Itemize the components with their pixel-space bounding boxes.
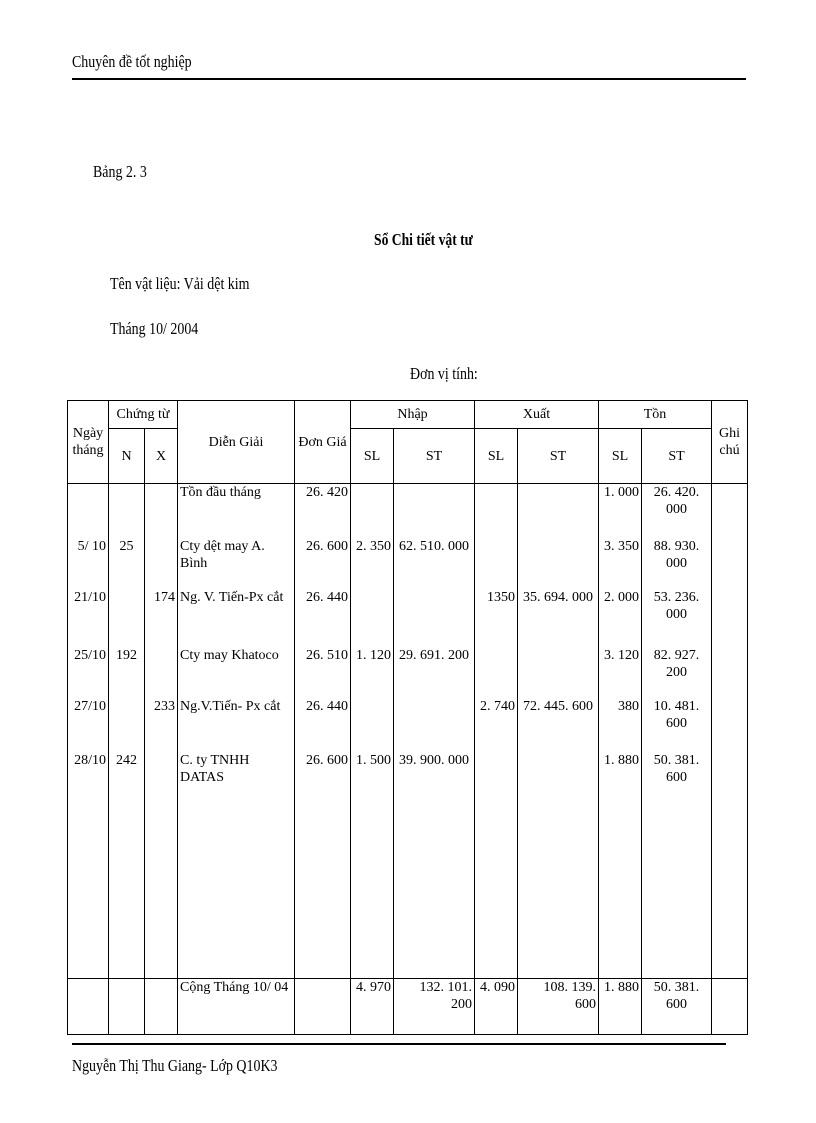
- total-export-st: 108. 139. 600: [518, 979, 599, 1035]
- ledger-value: [147, 484, 175, 538]
- header-rule: [72, 78, 746, 80]
- cell-date: [68, 484, 109, 979]
- document-title: Sổ Chi tiết vật tư: [374, 230, 473, 249]
- ledger-value: 1. 500: [356, 753, 391, 768]
- total-import-sl: 4. 970: [351, 979, 394, 1035]
- total-desc: Cộng Tháng 10/ 04: [178, 979, 295, 1035]
- ledger-value: 1. 000: [604, 485, 640, 500]
- ledger-value: 192: [116, 648, 137, 663]
- col-header-note: Ghi chú: [712, 401, 748, 484]
- cell-import-sl: [351, 484, 394, 979]
- unit-label: Đơn vị tính:: [410, 364, 478, 383]
- total-import-st: 132. 101. 200: [394, 979, 475, 1035]
- ledger-value: [520, 752, 596, 810]
- ledger-value: C. ty TNHH DATAS: [180, 753, 250, 785]
- cell-stack: [644, 484, 709, 810]
- cell-stock-st: [642, 484, 712, 979]
- ledger-value: [477, 647, 515, 698]
- ledger-value: 26. 600: [306, 753, 348, 768]
- total-stock-st: 50. 381. 600: [642, 979, 712, 1035]
- ledger-value: [477, 538, 515, 589]
- ledger-value: 25/10: [74, 648, 106, 663]
- ledger-table: [67, 400, 748, 1035]
- ledger-value: [70, 484, 106, 538]
- ledger-value: 39. 900. 000: [399, 753, 469, 768]
- ledger-value: [353, 698, 391, 752]
- ledger-value: 2. 000: [604, 590, 640, 605]
- ledger-value: [353, 484, 391, 538]
- ledger-value: 29. 691. 200: [399, 648, 469, 663]
- ledger-value: 174: [154, 590, 175, 605]
- col-header-stock-st: ST: [642, 429, 712, 484]
- header-row-2: [68, 429, 748, 484]
- ledger-value: [147, 538, 175, 589]
- cell-n: [109, 484, 145, 979]
- ledger-value: [147, 647, 175, 698]
- ledger-value: Ng.V.Tiến- Px cắt: [180, 699, 281, 714]
- col-header-x: X: [145, 429, 178, 484]
- ledger-value: 1. 880: [604, 753, 640, 768]
- ledger-value: 26. 420. 000: [653, 485, 700, 517]
- ledger-value: 26. 420: [306, 485, 348, 500]
- col-header-stock-sl: SL: [599, 429, 642, 484]
- cell-stack: [297, 484, 348, 810]
- table-number: Bảng 2. 3: [93, 162, 147, 181]
- ledger-value: 88. 930. 000: [653, 539, 700, 571]
- ledger-value: 35. 694. 000: [523, 590, 594, 605]
- ledger-value: 3. 350: [604, 539, 640, 554]
- col-header-import: Nhập: [351, 401, 475, 429]
- ledger-value: 82. 927. 200: [653, 648, 700, 680]
- cell-stack: [601, 484, 639, 810]
- ledger-value: 26. 440: [306, 590, 348, 605]
- cell-export-sl: [475, 484, 518, 979]
- cell-stack: [147, 484, 175, 810]
- cell-stack: [396, 484, 472, 810]
- ledger-value: 10. 481. 600: [653, 699, 700, 731]
- col-header-voucher: Chứng từ: [109, 401, 178, 429]
- ledger-value: Ng. V. Tiến-Px cắt: [180, 590, 284, 605]
- total-export-sl: 4. 090: [475, 979, 518, 1035]
- ledger-value: [520, 538, 596, 589]
- ledger-value: 5/ 10: [77, 539, 106, 554]
- cell-stack: [70, 484, 106, 810]
- col-header-stock: Tồn: [599, 401, 712, 429]
- ledger-value: [111, 589, 142, 647]
- ledger-value: 25: [119, 539, 134, 554]
- ledger-value: 380: [618, 699, 640, 714]
- ledger-value: 233: [154, 699, 175, 714]
- ledger-value: Cty may Khatoco: [180, 648, 279, 663]
- total-row: [68, 979, 748, 1035]
- col-header-export-sl: SL: [475, 429, 518, 484]
- cell-note: [712, 484, 748, 979]
- ledger-value: [477, 752, 515, 810]
- ledger-value: [111, 484, 142, 538]
- col-header-n: N: [109, 429, 145, 484]
- ledger-value: 3. 120: [604, 648, 640, 663]
- ledger-value: [520, 647, 596, 698]
- ledger-value: 1350: [487, 590, 516, 605]
- month-label: Tháng 10/ 2004: [110, 319, 199, 338]
- total-stock-sl: 1. 880: [599, 979, 642, 1035]
- ledger-value: 1. 120: [356, 648, 391, 663]
- ledger-value: [396, 484, 472, 538]
- ledger-value: 21/10: [74, 590, 106, 605]
- header-row-1: [68, 401, 748, 429]
- cell-desc: [178, 484, 295, 979]
- cell-stack: [353, 484, 391, 810]
- cell-export-st: [518, 484, 599, 979]
- cell-stock-sl: [599, 484, 642, 979]
- header-title: Chuyên đề tốt nghiệp: [72, 52, 192, 71]
- ledger-value: 26. 510: [306, 648, 348, 663]
- col-header-import-st: ST: [394, 429, 475, 484]
- ledger-value: [353, 589, 391, 647]
- ledger-value: 26. 600: [306, 539, 348, 554]
- ledger-value: 27/10: [74, 699, 106, 714]
- cell-import-st: [394, 484, 475, 979]
- ledger-value: [147, 752, 175, 810]
- ledger-value: 242: [116, 753, 137, 768]
- ledger-value: 62. 510. 000: [399, 539, 469, 554]
- col-header-export-st: ST: [518, 429, 599, 484]
- col-header-desc: Diễn Giải: [178, 401, 295, 484]
- cell-stack: [180, 484, 292, 810]
- cell-stack: [520, 484, 596, 810]
- ledger-value: 2. 350: [356, 539, 391, 554]
- ledger-value: [396, 589, 472, 647]
- ledger-value: Tồn đầu tháng: [180, 485, 261, 500]
- ledger-value: [477, 484, 515, 538]
- material-name: Tên vật liệu: Vải dệt kim: [110, 274, 250, 293]
- col-header-export: Xuất: [475, 401, 599, 429]
- ledger-value: [111, 698, 142, 752]
- ledger-value: 26. 440: [306, 699, 348, 714]
- footer-author: Nguyễn Thị Thu Giang- Lớp Q10K3: [72, 1056, 278, 1075]
- ledger-value: 53. 236. 000: [653, 590, 700, 622]
- ledger-value: 72. 445. 600: [523, 699, 594, 714]
- table-body-row: [68, 484, 748, 979]
- col-header-price: Đơn Giá: [295, 401, 351, 484]
- col-header-import-sl: SL: [351, 429, 394, 484]
- cell-stack: [111, 484, 142, 810]
- ledger-value: [396, 698, 472, 752]
- cell-stack: [477, 484, 515, 810]
- ledger-value: [520, 484, 596, 538]
- footer-rule: [72, 1043, 726, 1045]
- ledger-value: 2. 740: [480, 699, 516, 714]
- ledger-value: 50. 381. 600: [653, 753, 700, 785]
- col-header-date: Ngày tháng: [68, 401, 109, 484]
- ledger-value: Cty dệt may A. Bình: [180, 539, 265, 571]
- cell-x: [145, 484, 178, 979]
- cell-price: [295, 484, 351, 979]
- ledger-value: 28/10: [74, 753, 106, 768]
